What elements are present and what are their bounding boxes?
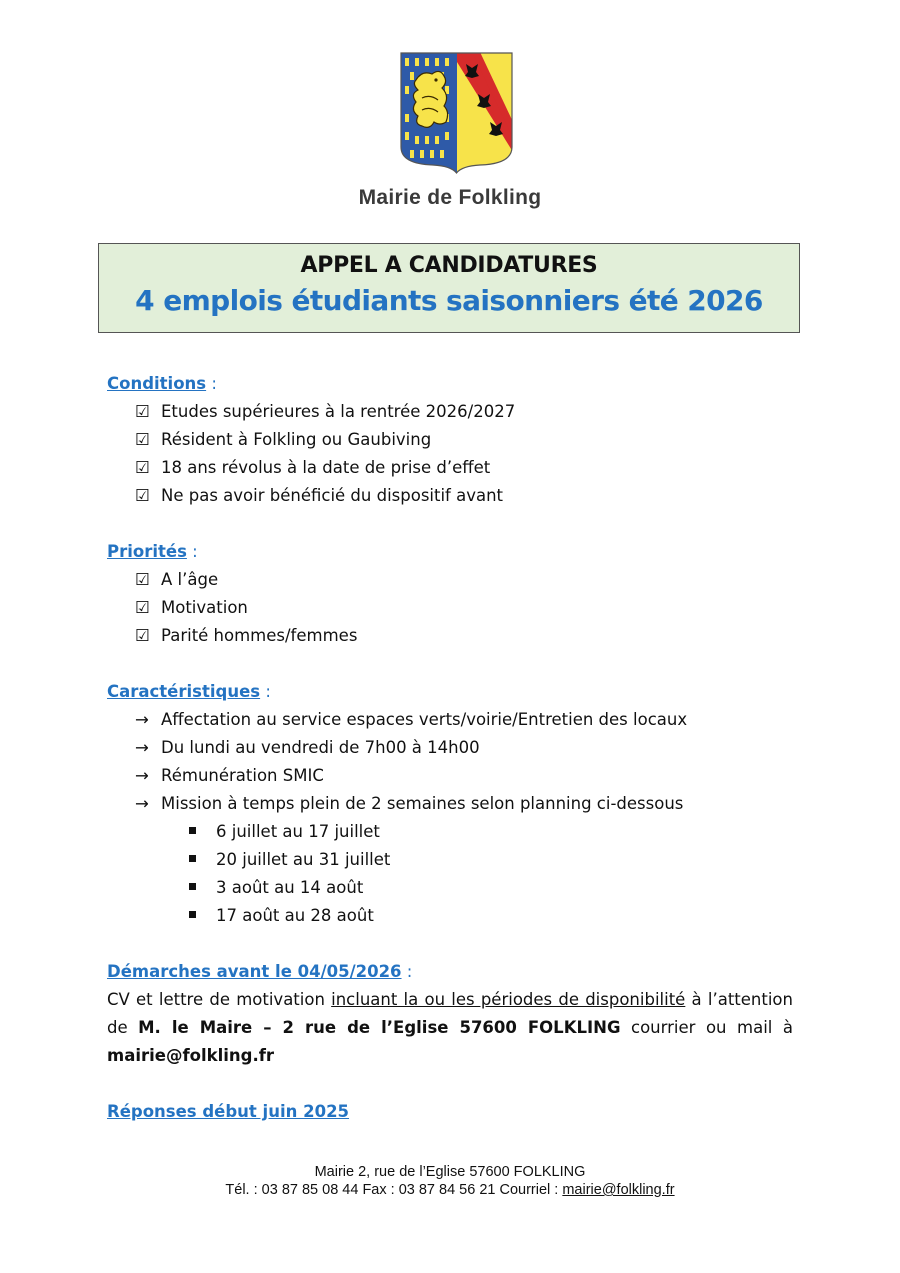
conditions-list — [107, 398, 793, 510]
arrow-right-icon: → — [135, 710, 149, 729]
list-item: → Rémunération SMIC — [107, 762, 793, 790]
caracteristiques-title: Caractéristiques — [107, 682, 261, 701]
list-item: ☑ 18 ans révolus à la date de prise d’effet — [107, 454, 793, 482]
demarches-paragraph: CV et lettre de motivation incluant la ou les périodes de disponibilité à l’attention de M. le Maire – 2 rue de l’Eglise 57600 FOLKLING courrier ou mail à mairie@folkling.fr — [107, 990, 793, 1065]
square-bullet-icon — [189, 883, 196, 890]
list-item: → Du lundi au vendredi de 7h00 à 14h00 — [107, 734, 793, 762]
priorites-title: Priorités — [107, 542, 187, 561]
demarches-heading: Démarches avant le 04/05/2026 : — [107, 962, 413, 981]
demarches-title: Démarches avant le 04/05/2026 — [107, 962, 402, 981]
list-item: ☑ Résident à Folkling ou Gaubiving — [107, 426, 793, 454]
footer-contact: Tél. : 03 87 85 08 44 Fax : 03 87 84 56 21 Courriel : mairie@folkling.fr — [225, 1182, 675, 1198]
checkbox-checked-icon: ☑ — [135, 570, 150, 589]
reponses-heading — [107, 1098, 793, 1126]
mairie-name: Mairie de Folkling — [358, 186, 542, 209]
announcement-body — [107, 370, 793, 1126]
checkbox-checked-icon: ☑ — [135, 626, 150, 645]
checkbox-checked-icon: ☑ — [135, 402, 150, 421]
checkbox-checked-icon: ☑ — [135, 598, 150, 617]
recipient-address: M. le Maire – 2 rue de l’Eglise 57600 FOLKLING — [138, 1018, 621, 1037]
checkbox-checked-icon: ☑ — [135, 458, 150, 477]
footer-email-link[interactable]: mairie@folkling.fr — [562, 1182, 675, 1198]
square-bullet-icon — [189, 855, 196, 862]
list-item: ☑ Ne pas avoir bénéficié du dispositif avant — [107, 482, 793, 510]
list-item: 3 août au 14 août — [107, 874, 793, 902]
contact-email[interactable]: mairie@folkling.fr — [107, 1046, 275, 1065]
list-item: 6 juillet au 17 juillet — [107, 818, 793, 846]
list-item: ☑ Motivation — [107, 594, 793, 622]
caracteristiques-list — [107, 706, 793, 818]
arrow-right-icon: → — [135, 738, 149, 757]
list-item: 20 juillet au 31 juillet — [107, 846, 793, 874]
footer-address: Mairie 2, rue de l’Eglise 57600 FOLKLING — [314, 1164, 586, 1180]
conditions-heading: Conditions : — [107, 374, 217, 393]
list-item: 17 août au 28 août — [107, 902, 793, 930]
reponses-title: Réponses début juin 2025 — [107, 1102, 350, 1121]
job-title: 4 emplois étudiants saisonniers été 2026 — [135, 284, 763, 317]
call-title: APPEL A CANDIDATURES — [300, 253, 598, 278]
list-item: → Affectation au service espaces verts/voirie/Entretien des locaux — [107, 706, 793, 734]
list-item: ☑ Parité hommes/femmes — [107, 622, 793, 650]
list-item: → Mission à temps plein de 2 semaines selon planning ci-dessous — [107, 790, 793, 818]
priorites-heading: Priorités : — [107, 542, 198, 561]
checkbox-checked-icon: ☑ — [135, 430, 150, 449]
caracteristiques-heading: Caractéristiques : — [107, 682, 271, 701]
conditions-title: Conditions — [107, 374, 207, 393]
coat-of-arms-icon — [400, 52, 513, 174]
arrow-right-icon: → — [135, 766, 149, 785]
list-item: ☑ Etudes supérieures à la rentrée 2026/2027 — [107, 398, 793, 426]
footer — [0, 1163, 900, 1199]
arrow-right-icon: → — [135, 794, 149, 813]
square-bullet-icon — [189, 911, 196, 918]
list-item: ☑ A l’âge — [107, 566, 793, 594]
priorites-list — [107, 566, 793, 650]
square-bullet-icon — [189, 827, 196, 834]
periods-list — [107, 818, 793, 930]
checkbox-checked-icon: ☑ — [135, 486, 150, 505]
title-box — [98, 243, 800, 333]
